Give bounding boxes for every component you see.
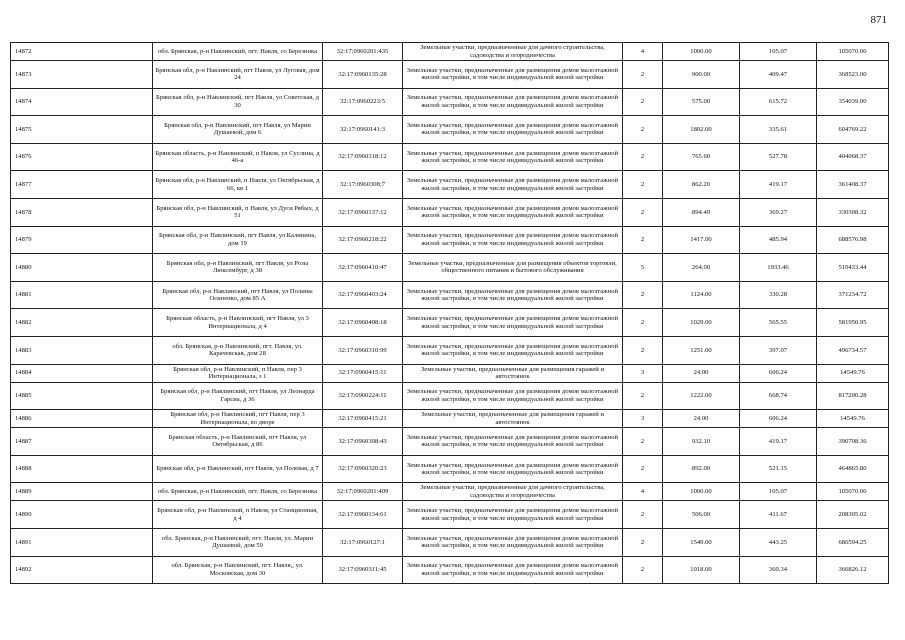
cadastral-value-cell: 208305.02 — [817, 501, 889, 529]
specific-value-cell: 606.24 — [740, 410, 817, 428]
table-row — [11, 254, 889, 282]
table-row — [11, 455, 889, 483]
land-use-cell: Земельные участки, предназначенные для размещения домов малоэтажной жилой застройки, в том числе индивидуальной жилой застройки — [403, 528, 623, 556]
table-row — [11, 281, 889, 309]
cadastral-number-cell: 32:17:0960308:7 — [323, 171, 403, 199]
table-row — [11, 88, 889, 116]
cadastral-number-cell: 32:17:0960415:21 — [323, 410, 403, 428]
cadastral-value-cell: 330308.32 — [817, 198, 889, 226]
area-cell: 1802.00 — [663, 116, 740, 144]
row-number: 14886 — [11, 410, 153, 428]
row-number: 14881 — [11, 281, 153, 309]
table-row — [11, 501, 889, 529]
land-use-cell: Земельные участки, предназначенные для размещения домов малоэтажной жилой застройки, в том числе индивидуальной жилой застройки — [403, 428, 623, 456]
cadastral-number-cell: 32:17:0960415:11 — [323, 364, 403, 382]
row-number: 14879 — [11, 226, 153, 254]
specific-value-cell: 409.47 — [740, 61, 817, 89]
table-row — [11, 483, 889, 501]
area-cell: 1018.00 — [663, 556, 740, 584]
land-use-cell: Земельные участки, предназначенные для размещения домов малоэтажной жилой застройки, в том числе индивидуальной жилой застройки — [403, 382, 623, 410]
row-number: 14889 — [11, 483, 153, 501]
area-cell: 506.00 — [663, 501, 740, 529]
cadastral-number-cell: 32:17:0960224:11 — [323, 382, 403, 410]
area-cell: 24.00 — [663, 364, 740, 382]
cadastral-number-cell: 32:17:0960201:409 — [323, 483, 403, 501]
group-cell: 4 — [623, 483, 663, 501]
cadastral-value-cell: 510433.44 — [817, 254, 889, 282]
table-row — [11, 428, 889, 456]
cadastral-number-cell: 32:17:0960201:435 — [323, 43, 403, 61]
row-number: 14874 — [11, 88, 153, 116]
group-cell: 2 — [623, 143, 663, 171]
group-cell: 4 — [623, 43, 663, 61]
address-cell: Брянская обл, р-н Навлинский, пгт Навля, ул Розы Люксембург, д 38 — [153, 254, 323, 282]
land-use-cell: Земельные участки, предназначенные для размещения домов малоэтажной жилой застройки, в том числе индивидуальной жилой застройки — [403, 88, 623, 116]
area-cell: 765.60 — [663, 143, 740, 171]
table-row — [11, 364, 889, 382]
specific-value-cell: 105.07 — [740, 43, 817, 61]
group-cell: 2 — [623, 281, 663, 309]
area-cell: 1124.00 — [663, 281, 740, 309]
group-cell: 3 — [623, 364, 663, 382]
table-row — [11, 309, 889, 337]
cadastral-value-cell: 404068.37 — [817, 143, 889, 171]
table-row — [11, 116, 889, 144]
specific-value-cell: 411.67 — [740, 501, 817, 529]
group-cell: 2 — [623, 501, 663, 529]
address-cell: Брянская обл, р-н Навлинский, пгт Навля, ул Советская, д 30 — [153, 88, 323, 116]
land-use-cell: Земельные участки, предназначенные для размещения гаражей и автостоянок — [403, 364, 623, 382]
address-cell: Брянская обл, р-н Навлинский, пгт Навля, ул Полевая, д 7 — [153, 455, 323, 483]
cadastral-value-table — [10, 42, 889, 584]
row-number: 14890 — [11, 501, 153, 529]
address-cell: обл. Брянская, р-н Навлинский, пгт. Навля,, ул. Московская, дом 30 — [153, 556, 323, 584]
specific-value-cell: 335.61 — [740, 116, 817, 144]
row-number: 14877 — [11, 171, 153, 199]
specific-value-cell: 397.07 — [740, 336, 817, 364]
land-use-cell: Земельные участки, предназначенные для размещения домов малоэтажной жилой застройки, в том числе индивидуальной жилой застройки — [403, 556, 623, 584]
group-cell: 2 — [623, 116, 663, 144]
specific-value-cell: 419.17 — [740, 428, 817, 456]
table-row — [11, 382, 889, 410]
specific-value-cell: 105.07 — [740, 483, 817, 501]
land-use-cell: Земельные участки, предназначенные для размещения домов малоэтажной жилой застройки, в том числе индивидуальной жилой застройки — [403, 226, 623, 254]
cadastral-value-cell: 14549.76 — [817, 364, 889, 382]
group-cell: 2 — [623, 198, 663, 226]
specific-value-cell: 1933.46 — [740, 254, 817, 282]
table-body — [11, 43, 889, 584]
row-number: 14873 — [11, 61, 153, 89]
cadastral-number-cell: 32:17:0960410:47 — [323, 254, 403, 282]
address-cell: обл. Брянская, р-н Навлинский, пгт. Навля, ул. Карачевская, дом 28 — [153, 336, 323, 364]
group-cell: 2 — [623, 428, 663, 456]
address-cell: Брянская область, р-н Навлинский, пгт Навля, ул 3 Интернационала, д 4 — [153, 309, 323, 337]
group-cell: 2 — [623, 382, 663, 410]
area-cell: 892.00 — [663, 455, 740, 483]
cadastral-value-cell: 688576.98 — [817, 226, 889, 254]
address-cell: Брянская обл, р-н Навлинский, пгт Навля, ул Полины Осипенко, дом 85 А — [153, 281, 323, 309]
area-cell: 1222.00 — [663, 382, 740, 410]
row-number: 14882 — [11, 309, 153, 337]
cadastral-value-cell: 105070.00 — [817, 483, 889, 501]
table-row — [11, 61, 889, 89]
page-number: 871 — [870, 14, 887, 26]
cadastral-value-cell: 581950.95 — [817, 309, 889, 337]
land-use-cell: Земельные участки, предназначенные для размещения объектов торговли, общественного питания и бытового обслуживания — [403, 254, 623, 282]
specific-value-cell: 527.78 — [740, 143, 817, 171]
row-number: 14884 — [11, 364, 153, 382]
table-row — [11, 556, 889, 584]
address-cell: обл. Брянская, р-н Навлинский, пгт. Навля, сo Березинка — [153, 43, 323, 61]
row-number: 14892 — [11, 556, 153, 584]
area-cell: 894.49 — [663, 198, 740, 226]
address-cell: Брянская обл, р-н Навлинский, п Навля, ул Дуси Рябых, д 51 — [153, 198, 323, 226]
table-row — [11, 226, 889, 254]
land-use-cell: Земельные участки, предназначенные для дачного строительства, садоводства и огородничества — [403, 43, 623, 61]
specific-value-cell: 565.55 — [740, 309, 817, 337]
group-cell: 2 — [623, 528, 663, 556]
table-row — [11, 198, 889, 226]
address-cell: Брянская обл, р-н Навлинский, пгт Навля, пер 3 Интернационала, во дворе — [153, 410, 323, 428]
cadastral-value-cell: 354039.00 — [817, 88, 889, 116]
group-cell: 2 — [623, 171, 663, 199]
land-use-cell: Земельные участки, предназначенные для размещения домов малоэтажной жилой застройки, в том числе индивидуальной жилой застройки — [403, 336, 623, 364]
row-number: 14875 — [11, 116, 153, 144]
land-use-cell: Земельные участки, предназначенные для размещения домов малоэтажной жилой застройки, в том числе индивидуальной жилой застройки — [403, 143, 623, 171]
area-cell: 862.20 — [663, 171, 740, 199]
cadastral-value-cell: 496734.57 — [817, 336, 889, 364]
area-cell: 1417.00 — [663, 226, 740, 254]
cadastral-number-cell: 32:17:0960403:24 — [323, 281, 403, 309]
cadastral-number-cell: 32:17:0960127:1 — [323, 528, 403, 556]
area-cell: 1251.00 — [663, 336, 740, 364]
cadastral-number-cell: 32:17:0960134:61 — [323, 501, 403, 529]
land-use-cell: Земельные участки, предназначенные для размещения домов малоэтажной жилой застройки, в том числе индивидуальной жилой застройки — [403, 61, 623, 89]
address-cell: Брянская обл, р-н Навлинский, пгт Навля, ул Марии Душаевой, дом 6 — [153, 116, 323, 144]
address-cell: Брянская обл, р-н Навлинский, п Навля, ул Октябрьская, д 66, кв 1 — [153, 171, 323, 199]
row-number: 14876 — [11, 143, 153, 171]
row-number: 14888 — [11, 455, 153, 483]
cadastral-value-cell: 371234.72 — [817, 281, 889, 309]
group-cell: 3 — [623, 410, 663, 428]
address-cell: обл. Брянская, р-н Навлинский, пгт. Навля, ул. Марии Душаевой, дом 59 — [153, 528, 323, 556]
cadastral-number-cell: 32:17:0960311:45 — [323, 556, 403, 584]
group-cell: 2 — [623, 556, 663, 584]
cadastral-number-cell: 32:17:0960310:99 — [323, 336, 403, 364]
table-row — [11, 143, 889, 171]
group-cell: 2 — [623, 61, 663, 89]
table-row — [11, 171, 889, 199]
specific-value-cell: 330.28 — [740, 281, 817, 309]
cadastral-number-cell: 32:17:0960218:22 — [323, 226, 403, 254]
row-number: 14885 — [11, 382, 153, 410]
cadastral-value-cell: 366826.12 — [817, 556, 889, 584]
specific-value-cell: 443.25 — [740, 528, 817, 556]
specific-value-cell: 419.17 — [740, 171, 817, 199]
group-cell: 2 — [623, 455, 663, 483]
group-cell: 5 — [623, 254, 663, 282]
row-number: 14883 — [11, 336, 153, 364]
land-use-cell: Земельные участки, предназначенные для размещения домов малоэтажной жилой застройки, в том числе индивидуальной жилой застройки — [403, 455, 623, 483]
cadastral-value-cell: 14549.76 — [817, 410, 889, 428]
area-cell: 575.00 — [663, 88, 740, 116]
land-use-cell: Земельные участки, предназначенные для размещения домов малоэтажной жилой застройки, в том числе индивидуальной жилой застройки — [403, 501, 623, 529]
specific-value-cell: 615.72 — [740, 88, 817, 116]
cadastral-value-cell: 368523.00 — [817, 61, 889, 89]
group-cell: 2 — [623, 336, 663, 364]
area-cell: 1000.00 — [663, 483, 740, 501]
land-use-cell: Земельные участки, предназначенные для размещения домов малоэтажной жилой застройки, в том числе индивидуальной жилой застройки — [403, 281, 623, 309]
area-cell: 1000.00 — [663, 43, 740, 61]
cadastral-number-cell: 32:17:0960308:43 — [323, 428, 403, 456]
group-cell: 2 — [623, 88, 663, 116]
land-use-cell: Земельные участки, предназначенные для размещения домов малоэтажной жилой застройки, в том числе индивидуальной жилой застройки — [403, 198, 623, 226]
area-cell: 24.00 — [663, 410, 740, 428]
specific-value-cell: 606.24 — [740, 364, 817, 382]
cadastral-value-cell: 105070.00 — [817, 43, 889, 61]
specific-value-cell: 485.94 — [740, 226, 817, 254]
address-cell: Брянская обл, р-н Навлинский, п Навля, пер 3 Интернационала, з 1 — [153, 364, 323, 382]
table-row — [11, 336, 889, 364]
cadastral-value-cell: 464865.80 — [817, 455, 889, 483]
land-use-cell: Земельные участки, предназначенные для размещения домов малоэтажной жилой застройки, в том числе индивидуальной жилой застройки — [403, 116, 623, 144]
table-row — [11, 528, 889, 556]
specific-value-cell: 521.15 — [740, 455, 817, 483]
row-number: 14887 — [11, 428, 153, 456]
land-use-cell: Земельные участки, предназначенные для размещения домов малоэтажной жилой застройки, в том числе индивидуальной жилой застройки — [403, 309, 623, 337]
address-cell: Брянская обл, р-н Навлинский, пгт Навля, ул Леонарда Гарсиа, д 36 — [153, 382, 323, 410]
area-cell: 264.00 — [663, 254, 740, 282]
cadastral-number-cell: 32:17:0960318:12 — [323, 143, 403, 171]
address-cell: Брянская область, р-н Навлинский, пгт Навля, ул Октябрьская, д 86 — [153, 428, 323, 456]
row-number: 14878 — [11, 198, 153, 226]
area-cell: 932.10 — [663, 428, 740, 456]
cadastral-value-cell: 686594.25 — [817, 528, 889, 556]
specific-value-cell: 668.74 — [740, 382, 817, 410]
row-number: 14891 — [11, 528, 153, 556]
address-cell: обл. Брянская, р-н Навлинский, пгт. Навля, сo Березинка — [153, 483, 323, 501]
address-cell: Брянская обл, р-н Навлинский, пгт Навля, ул Луговая, дом 24 — [153, 61, 323, 89]
address-cell: Брянская область, р-н Навлинский, п Навля, ул Суслина, д 46-а — [153, 143, 323, 171]
land-use-cell: Земельные участки, предназначенные для размещения гаражей и автостоянок — [403, 410, 623, 428]
cadastral-number-cell: 32:17:0960223:5 — [323, 88, 403, 116]
specific-value-cell: 360.34 — [740, 556, 817, 584]
area-cell: 900.00 — [663, 61, 740, 89]
cadastral-value-cell: 390708.36 — [817, 428, 889, 456]
land-use-cell: Земельные участки, предназначенные для размещения домов малоэтажной жилой застройки, в том числе индивидуальной жилой застройки — [403, 171, 623, 199]
table-row — [11, 410, 889, 428]
area-cell: 1549.00 — [663, 528, 740, 556]
row-number: 14872 — [11, 43, 153, 61]
group-cell: 2 — [623, 309, 663, 337]
cadastral-value-cell: 361408.37 — [817, 171, 889, 199]
cadastral-value-cell: 817200.28 — [817, 382, 889, 410]
row-number: 14880 — [11, 254, 153, 282]
cadastral-number-cell: 32:17:0960408:18 — [323, 309, 403, 337]
cadastral-number-cell: 32:17:0960135:28 — [323, 61, 403, 89]
table-row — [11, 43, 889, 61]
specific-value-cell: 369.27 — [740, 198, 817, 226]
area-cell: 1029.00 — [663, 309, 740, 337]
cadastral-number-cell: 32:17:0960137:12 — [323, 198, 403, 226]
cadastral-number-cell: 32:17:0960141:3 — [323, 116, 403, 144]
group-cell: 2 — [623, 226, 663, 254]
address-cell: Брянская обл, р-н Навлинский, пгт Навля, ул Калинина, дом 19 — [153, 226, 323, 254]
cadastral-value-cell: 604769.22 — [817, 116, 889, 144]
address-cell: Брянская обл, р-н Навлинский, п Навля, ул Станционная, д 4 — [153, 501, 323, 529]
land-use-cell: Земельные участки, предназначенные для дачного строительства, садоводства и огородничества — [403, 483, 623, 501]
cadastral-number-cell: 32:17:0960320:23 — [323, 455, 403, 483]
